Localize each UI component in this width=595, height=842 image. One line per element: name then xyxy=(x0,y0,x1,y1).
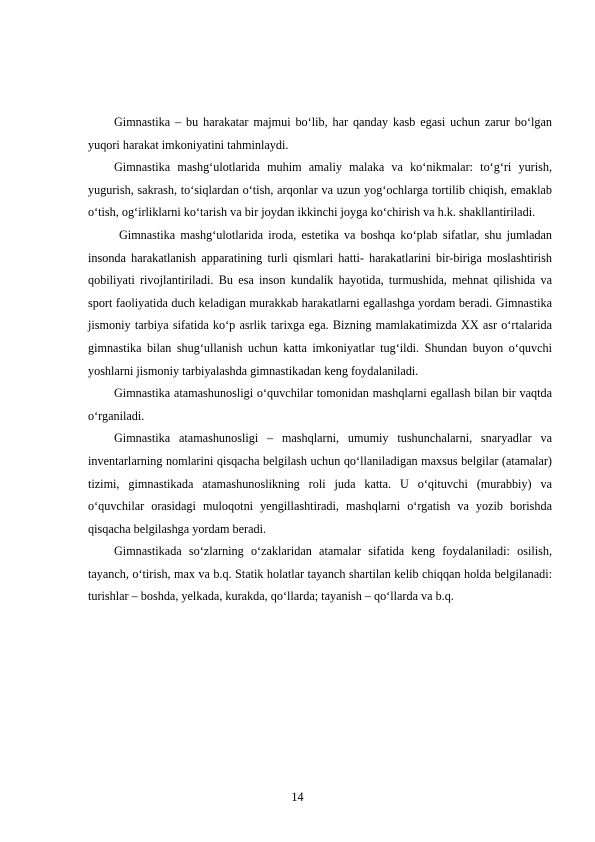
paragraph-term-roots: Gimnastikada so‘zlarning o‘zaklaridan atamalar sifatida keng foydalaniladi: osilish, tayanch, o‘tirish, max va b.q. Statik holatlar tayanch shartilan kelib chiqqan holda belgilanadi: turishlar – boshda, yelkada, kurakda, qo‘llarda; tayanish – qo‘llarda va b.q. xyxy=(88,544,552,604)
paragraph-terminology-definition: Gimnastika atamashunosligi – mashqlarni, umumiy tushunchalarni, snaryadlar va inventarlarning nomlarini qisqacha belgilash uchun qo‘llaniladigan maxsus belgilar (atamalar) tizimi, gimnastikada atamashunoslikning roli juda katta. U o‘qituvchi (murabbiy) va o‘quvchilar orasidagi muloqotni yengillashtiradi, mashqlarni o‘rgatish va yozib borishda qisqacha belgilashga yordam beradi. xyxy=(88,431,552,536)
paragraph-practical-skills: Gimnastika mashg‘ulotlarida muhim amaliy malaka va ko‘nikmalar: to‘g‘ri yurish, yugurish, sakrash, to‘siqlardan o‘tish, arqonlar va uzun yog‘ochlarga tortilib chiqish, emaklab o‘tish, og‘irliklarni ko‘tarish va bir joydan ikkinchi joyga ko‘chirish va h.k. shakllantiriladi. xyxy=(88,160,552,220)
body-text xyxy=(88,111,552,608)
paragraph-qualities-development: Gimnastika mashg‘ulotlarida iroda, estetika va boshqa ko‘plab sifatlar, shu jumladan insonda harakatlanish apparatining turli qismlari hatti- harakatlarini bir-biriga moslashtirish qobiliyati rivojlantiriladi. Bu esa inson kundalik hayotida, turmushida, mehnat qilishida va sport faoliyatida duch keladigan murakkab harakatlarni egallashga yordam beradi. Gimnastika jismoniy tarbiya sifatida ko‘p asrlik tarixga ega. Bizning mamlakatimizda XX asr o‘rtalarida gimnastika bilan shug‘ullanish uchun katta imkoniyatlar tug‘ildi. Shundan buyon o‘quvchi yoshlarni jismoniy tarbiyalashda gimnastikadan keng foydalaniladi. xyxy=(88,227,552,378)
paragraph-gymnastics-definition: Gimnastika – bu harakatar majmui bo‘lib, har qanday kasb egasi uchun zarur bo‘lgan yuqori harakat imkoniyatini tahminlaydi. xyxy=(88,115,552,152)
page-number: 14 xyxy=(291,790,304,804)
paragraph-terminology-learning: Gimnastika atamashunosligi o‘quvchilar tomonidan mashqlarni egallash bilan bir vaqtda o‘rganiladi. xyxy=(88,386,552,423)
